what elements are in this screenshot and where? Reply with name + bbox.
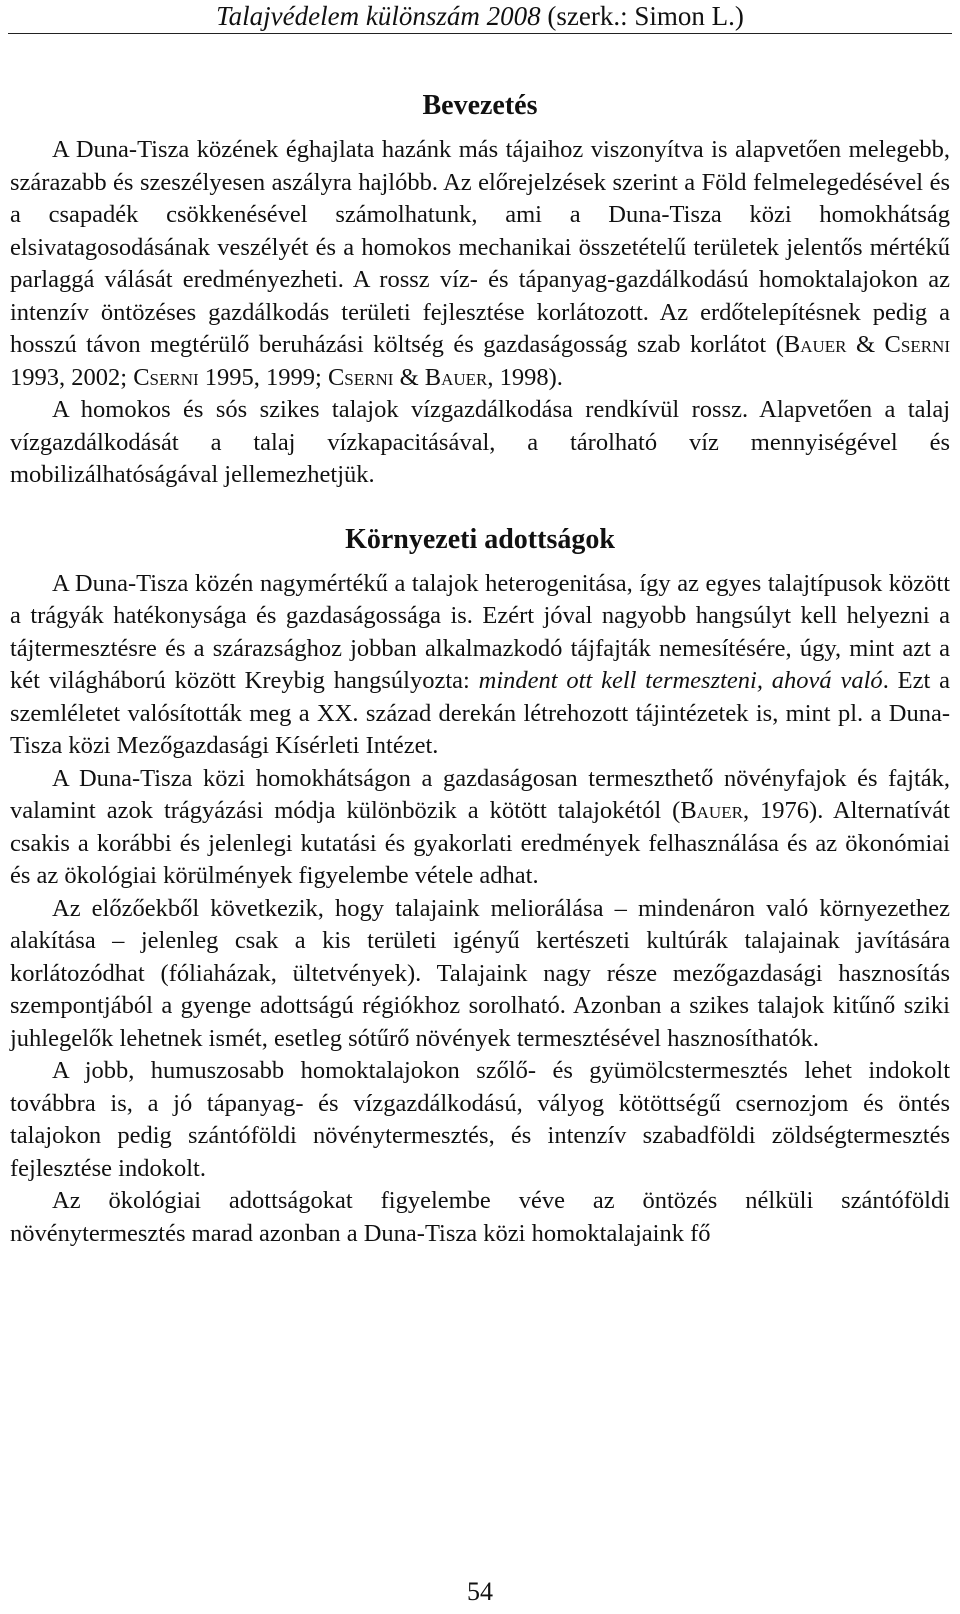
- author-ref: Bauer: [783, 331, 847, 358]
- paragraph: [10, 763, 950, 893]
- running-header: [0, 0, 960, 32]
- paragraph-text: 1995, 1999;: [198, 363, 328, 391]
- section-title-kornyezeti-adottsagok: Környezeti adottságok: [345, 523, 615, 555]
- paragraph-text: &: [393, 363, 425, 391]
- paragraph: Az előzőekből következik, hogy talajaink meliorálása – mindenáron való környezethez alakítása – jelenleg csak a kis területi igényű kertészeti kultúrák talajainak javítására korlátozódhat (fóliaházak, ültetvények). Talajaink nagy része mezőgazdasági hasznosítás szempontjából a gyenge adottságú régiókhoz sorolható. Azonban a szikes talajok kitűnő sziki juhlegelők lehetnek ismét, esetleg sótűrő növények termesztésével hasznosíthatók.: [10, 894, 950, 1052]
- paragraph: Az ökológiai adottságokat figyelembe véve az öntözés nélküli szántóföldi növénytermesztés marad azonban a Duna-Tisza közi homoktalajaink fő: [10, 1187, 950, 1247]
- paragraph-text: &: [846, 331, 885, 358]
- author-ref: Bauer: [680, 797, 743, 824]
- paragraph-text: A Duna-Tisza közének éghajlata hazánk más tájaihoz viszonyítva is alapvetően melegebb, szárazabb és szeszélyesen aszályra hajlóbb. Az előrejelzések szerint a Föld felmelegedésével és a csapadék csökkenésével számolhatunk, ami a Duna-Tisza közi homokhátság elsivatagosodásának veszélyét és a homokos mechanikai összetételű területek jelentős mértékű parlaggá válását eredményezheti. A rossz víz- és tápanyag-gazdálkodású homoktalajokon az intenzív öntözéses gazdálkodás területi fejlesztése korlátozott. Az erdőtelepítésnek pedig a hosszú távon megtérülő beruházási költség és gazdaságosság szab korlátot (: [10, 136, 950, 358]
- page-body: [10, 86, 950, 1250]
- paragraph: [10, 134, 950, 394]
- paragraph: [10, 568, 950, 763]
- paragraph-text: A Duna-Tisza közi homokhátságon a gazdaságosan termeszthető növényfajok és fajták, valamint azok trágyázási módja különbözik a kötött talajokétól (: [10, 764, 950, 824]
- header-rule: [8, 33, 952, 34]
- journal-title: Talajvédelem különszám 2008: [216, 1, 541, 31]
- editor-credit: (szerk.: Simon L.): [547, 1, 744, 31]
- paragraph: A jobb, humuszosabb homoktalajokon szőlő- és gyümölcstermesztés lehet indokolt továbbra is, a jó tápanyag- és vízgazdálkodású, vályog kötöttségű csernozjom és öntés talajokon pedig szántóföldi növénytermesztés, és intenzív szabadföldi zöldségtermesztés fejlesztése indokolt.: [10, 1057, 950, 1182]
- author-ref: Cserni: [884, 331, 950, 358]
- quote: mindent ott kell termeszteni, ahová való: [478, 667, 883, 694]
- paragraph-text: 1993, 2002;: [10, 363, 134, 391]
- paragraph: A homokos és sós szikes talajok vízgazdálkodása rendkívül rossz. Alapvetően a talaj vízgazdálkodását a talaj vízkapacitásával, a tárolható víz mennyiségével és mobilizálhatóságával jellemezhetjük.: [10, 396, 950, 488]
- page-number: 54: [467, 1577, 493, 1606]
- paragraph-text: A Duna-Tisza közén nagymértékű a talajok heterogenitása, így az egyes talajtípusok között a trágyák hatékonysága és gazdaságossága is. Ezért jóval nagyobb hangsúlyt kell helyezni a tájtermesztésre és a szárazsághoz jobban alkalmazkodó tájfajták nemesítésére, úgy, mint azt a két világháború között Kreybig hangsúlyozta:: [10, 569, 950, 694]
- author-ref: Cserni: [133, 363, 199, 391]
- author-ref: Bauer: [424, 363, 488, 391]
- paragraph-text: . Ezt a szemléletet valósították meg a XX. század derekán létrehozott tájintézetek is, mint pl. a Duna-Tisza közi Mezőgazdasági Kísérleti Intézet.: [10, 667, 950, 759]
- paragraph-text: , 1976). Alternatívát csakis a korábbi és jelenlegi kutatási és gyakorlati eredmények felhasználása és az ökonómiai és az ökológiai körülmények figyelembe vétele adhat.: [10, 797, 950, 889]
- paragraph-text: , 1998).: [487, 363, 563, 391]
- section-title-bevezetes: Bevezetés: [422, 90, 538, 121]
- author-ref: Cserni: [327, 363, 394, 391]
